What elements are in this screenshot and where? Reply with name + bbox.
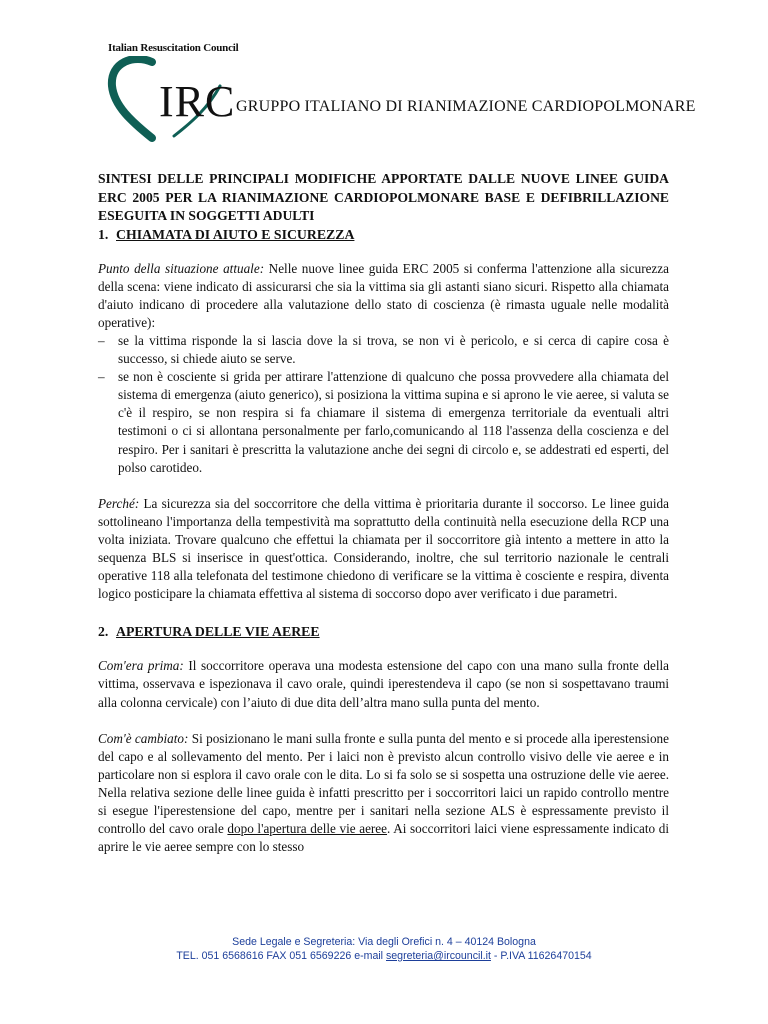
footer-contacts: [0, 949, 768, 963]
list-item: – se non è cosciente si grida per attirare l'attenzione di qualcuno che possa provvedere alla chiamata del sistema di emergenza (aiuto generico), si posiziona la vittima supina e si aprono le vie aeree, si valuta se c'è il respiro, se non respira si fa chiamare il sistema di emergenza territoriale da eventuali altri testimoni o ci si allontana personalmente per farlo,comunicando al 118 l'assenza della coscienza e del respiro. Per i sanitari è prescritta la valutazione anche dei segni di circolo e, se addestrati ed esperti, del polso carotideo.: [98, 368, 669, 477]
paragraph-label: Com'era prima:: [98, 658, 184, 674]
section-2-heading: [98, 623, 669, 641]
footer-address: Sede Legale e Segreteria: Via degli Orefici n. 4 – 40124 Bologna: [232, 936, 536, 948]
letterhead: [104, 38, 704, 148]
list-item: – se la vittima risponde la si lascia dove la si trova, se non vi è pericolo, e si cerca di capire cosa è successo, si chiede aiuto se serve.: [98, 332, 669, 368]
section-1-heading: [98, 226, 669, 244]
section-2-title: APERTURA DELLE VIE AEREE: [116, 624, 320, 640]
paragraph-text: Il soccorritore operava una modesta estensione del capo con una mano sulla fronte della vittima, osservava e ispezionava il cavo orale, quindi iperestendeva il capo (se non si sospettavano traumi alla colonna cervicale) con l’aiuto di due dita dell’altra mano sulla punta del mento.: [98, 658, 669, 710]
paragraph-text: Nelle nuove linee guida ERC 2005 si conferma l'attenzione alla sicurezza della scena: viene indicato di assicurarsi che sia la vittima sia gli astanti siano sicuri. Rispetto alla chiamata d'aiuto indicano di procedere alla valutazione dello stato di coscienza (è rimasta uguale nelle modalità operative):: [98, 260, 669, 330]
paragraph-text-tail: . Ai soccorritori laici viene espressamente indicato di aprire le vie aeree sempre con lo stesso: [98, 821, 670, 855]
footer-vat: - P.IVA 11626470154: [490, 950, 592, 962]
logo-text: IRC: [159, 77, 236, 126]
paragraph-label: Com'è cambiato:: [98, 730, 189, 746]
council-name: Italian Resuscitation Council: [108, 42, 239, 54]
paragraph-text: La sicurezza sia del soccorritore che della vittima è prioritaria durante il soccorso. Le linee guida sottolineano l'importanza della tempestività ma soprattutto della continuità nella esecuzione della RCP una volta iniziata. Trovare qualcuno che effettui la chiamata per il soccorritore già intento a mettere in atto la sequenza BLS si inserisce in quest'ottica. Considerando, inoltre, che sul territorio nazionale le centrali operative 118 alla telefonata del testimone chiedono di verificare se la vittima è cosciente e respira, diventa logico posticipare la chiamata effettiva al sistema di soccorso dopo aver verificato i due parametri.: [98, 495, 669, 602]
section-1-number: 1.: [98, 226, 109, 242]
section-1-list: [98, 332, 669, 477]
section-1-paragraph-1: [98, 260, 669, 332]
email-link[interactable]: segreteria@ircouncil.it: [385, 950, 491, 962]
document-title: SINTESI DELLE PRINCIPALI MODIFICHE APPORTATE DALLE NUOVE LINEE GUIDA ERC 2005 PER LA RIANIMAZIONE CARDIOPOLMONARE BASE E DEFIBRILLAZIONE ESEGUITA IN SOGGETTI ADULTI: [98, 171, 669, 223]
organization-name: GRUPPO ITALIANO DI RIANIMAZIONE CARDIOPOLMONARE: [236, 98, 696, 115]
document-body: [98, 170, 669, 856]
footer: [0, 935, 768, 963]
section-2-paragraph-1: [98, 657, 669, 711]
section-2-paragraph-2: [98, 730, 669, 857]
underlined-text: dopo l'apertura delle vie aeree: [227, 821, 388, 837]
footer-phone-fax: TEL. 051 6568616 FAX 051 6569226 e-mail: [176, 950, 386, 962]
section-1-title: CHIAMATA DI AIUTO E SICUREZZA: [116, 226, 355, 242]
section-2-number: 2.: [98, 624, 109, 640]
paragraph-label: Punto della situazione attuale:: [98, 260, 265, 276]
paragraph-label: Perché:: [98, 495, 140, 511]
section-1-paragraph-2: [98, 495, 669, 604]
paragraph-text: Si posizionano le mani sulla fronte e sulla punta del mento e si procede alla iperestensione del capo e al sollevamento del mento. Per i laici non è previsto alcun controllo visivo delle vie aeree e in particolare non si esplora il cavo orale con le dita. Lo si fa solo se si sospetta una ostruzione delle vie aeree. Nella relativa sezione delle linee guida è infatti prescritto per i soccorritori laici un rapido controllo mentre si esegue l'iperestensione del capo, mentre per i sanitari nella sezione ALS è espressamente previsto il controllo del cavo orale: [98, 730, 670, 837]
